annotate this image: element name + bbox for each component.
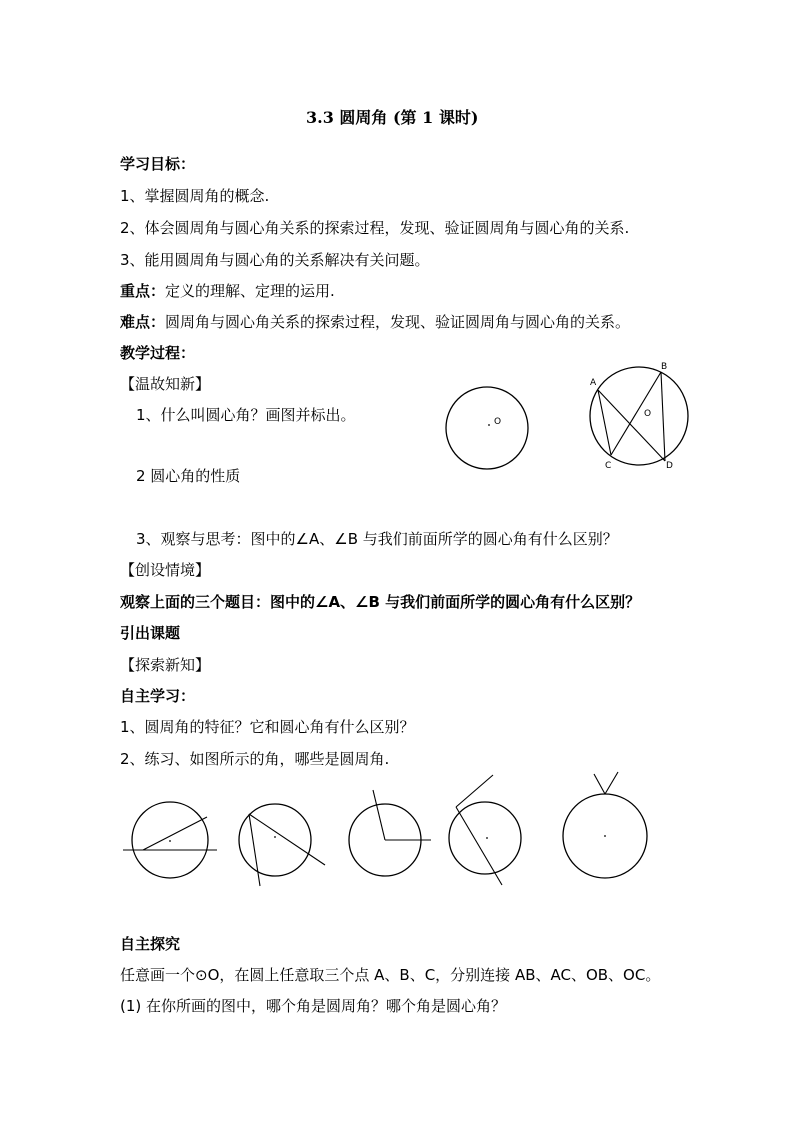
label-o: O	[644, 409, 652, 419]
exercise-4-center	[486, 837, 488, 839]
exercise-5-line	[594, 774, 605, 794]
label-d: D	[666, 461, 673, 471]
exercise-2-line	[249, 814, 260, 886]
exercise-1-center	[169, 840, 171, 842]
key-point	[120, 281, 335, 301]
key-point-text: 定义的理解、定理的运用.	[165, 282, 335, 300]
situation-text: 观察上面的三个题目：图中的∠A、∠B 与我们前面所学的圆心角有什么区别？	[120, 593, 641, 611]
exercise-5-line	[605, 772, 618, 794]
inquiry-text: 任意画一个⊙O，在圆上任意取三个点 A、B、C，分别连接 AB、AC、OB、OC。	[120, 966, 661, 984]
lead-topic: 引出课题	[120, 624, 181, 642]
review-heading: 【温故知新】	[120, 375, 211, 393]
objective-item: 3、能用圆周角与圆心角的关系解决有关问题。	[120, 251, 430, 269]
explore-question-2: 2、练习、如图所示的角，哪些是圆周角.	[120, 750, 390, 768]
label-b: B	[661, 362, 668, 372]
exercise-2-center	[274, 836, 276, 838]
review-question-2: 2 圆心角的性质	[136, 467, 241, 485]
exercise-5-center	[604, 835, 606, 837]
objective-item: 1、掌握圆周角的概念.	[120, 187, 270, 205]
chord-bd	[661, 372, 665, 461]
difficulty-text: 圆周角与圆心角关系的探索过程，发现、验证圆周角与圆心角的关系。	[165, 313, 631, 331]
central-angle-figure	[440, 385, 534, 475]
difficulty-label: 难点：	[120, 313, 166, 331]
inquiry-question-1: (1) 在你所画的图中，哪个角是圆周角？哪个角是圆心角？	[120, 997, 507, 1015]
inquiry-heading: 自主探究	[120, 935, 181, 953]
exercise-2-line	[249, 814, 325, 865]
figure-circle	[590, 367, 688, 465]
exercise-3-line	[373, 790, 385, 840]
difficulty	[120, 312, 630, 332]
chord-bc	[611, 372, 661, 455]
exercise-figures	[115, 770, 705, 895]
objective-item: 2、体会圆周角与圆心角关系的探索过程，发现、验证圆周角与圆心角的关系.	[120, 219, 630, 237]
label-c: C	[605, 461, 612, 471]
exercise-1-line	[143, 817, 207, 850]
situation-heading: 【创设情境】	[120, 561, 211, 579]
review-question-1: 1、什么叫圆心角？画图并标出。	[136, 406, 356, 424]
inscribed-angle-figure	[584, 360, 696, 475]
chord-ad	[598, 390, 665, 461]
self-study-heading: 自主学习：	[120, 687, 196, 705]
page-title: 3.3 圆周角 (第 1 课时)	[306, 108, 479, 127]
review-question-3: 3、观察与思考：图中的∠A、∠B 与我们前面所学的圆心角有什么区别？	[136, 530, 618, 548]
center-point	[488, 424, 490, 426]
center-label: O	[494, 417, 502, 427]
explore-question-1: 1、圆周角的特征？它和圆心角有什么区别？	[120, 718, 415, 736]
objectives-heading: 学习目标：	[120, 155, 196, 173]
key-point-label: 重点：	[120, 282, 166, 300]
explore-heading: 【探索新知】	[120, 656, 211, 674]
exercise-circle-1	[132, 802, 208, 878]
figure-circle	[446, 387, 528, 469]
process-heading: 教学过程：	[120, 344, 196, 362]
label-a: A	[590, 378, 597, 388]
